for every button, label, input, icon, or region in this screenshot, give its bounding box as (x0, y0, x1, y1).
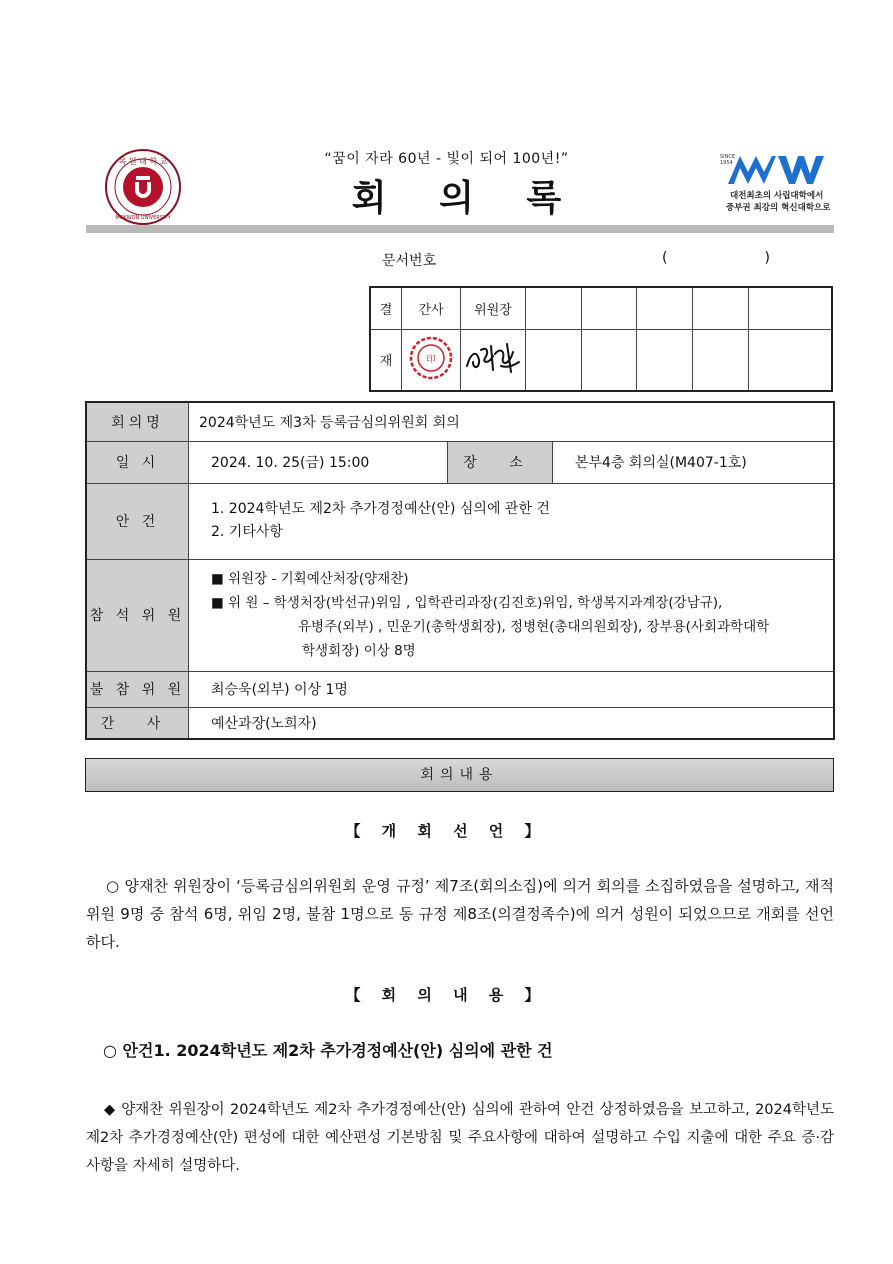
doc-number-close: ) (764, 250, 770, 266)
place-value: 본부4층 회의실(M407-1호) (553, 441, 835, 483)
section-bar-meeting-content: 회의내용 (85, 758, 834, 792)
opening-paragraph: ○ 양재찬 위원장이 ‘등록금심의위원회 운영 규정’ 제7조(회의소집)에 의거 회의를 소집하였음을 설명하고, 재적위원 9명 중 참석 6명, 위임 2명, 불참 1명으로 동 규정 제8조(의결정족수)에 의거 성원이 되었으므로 개회를 선언하다. (86, 877, 834, 951)
agenda-item: 2. 기타사항 (211, 524, 283, 540)
svg-text:1954: 1954 (720, 160, 733, 166)
attendees-list (189, 559, 835, 671)
meeting-info-table (85, 401, 835, 740)
meeting-name-value: 2024학년도 제3차 등록금심의위원회 회의 (189, 402, 835, 441)
agenda-label: 안 건 (86, 483, 189, 559)
opening-heading: 【 개 회 선 언 】 (345, 822, 548, 840)
date-value: 2024. 10. 25(금) 15:00 (189, 441, 448, 483)
approval-role-chair: 위원장 (461, 287, 526, 329)
approval-empty-cell (693, 329, 749, 391)
approval-empty-cell (748, 329, 832, 391)
approval-empty-cell (581, 287, 637, 329)
approval-empty-cell (526, 287, 582, 329)
agenda-list (189, 483, 835, 559)
absent-value: 최승욱(외부) 이상 1명 (189, 671, 835, 707)
attendee-chair: ■ 위원장 - 기획예산처장(양재찬) (211, 571, 409, 587)
approval-empty-cell (637, 287, 693, 329)
svg-text:목 원 대 학 교: 목 원 대 학 교 (118, 157, 168, 166)
doc-number-label: 문서번호 (382, 253, 437, 269)
mwu-logo-mark (718, 150, 836, 186)
page-title: 회 의 록 (351, 178, 582, 219)
date-label: 일 시 (86, 441, 189, 483)
agenda1-paragraph: ◆ 양재찬 위원장이 2024학년도 제2차 추가경정예산(안) 심의에 관하여 안건 상정하였음을 보고하고, 2024학년도 제2차 추가경정예산(안) 편성에 대한 예산편성 기본방침 및 주요사항에 대하여 설명하고 수입 지출에 대한 주요 증·감 사항을 자세히 설명하다. (86, 1102, 834, 1174)
approval-side-2: 재 (370, 329, 402, 391)
secretary-value: 예산과장(노희자) (189, 707, 835, 739)
attendee-members-line: 학생회장) 이상 8명 (302, 643, 416, 659)
approval-side-1: 결 (370, 287, 402, 329)
approval-empty-cell (581, 329, 637, 391)
mwu-tagline-2: 중부권 최강의 혁신대학으로 (726, 203, 831, 213)
approval-stamp-cell (402, 329, 461, 391)
approval-empty-cell (637, 329, 693, 391)
doc-number-field (662, 250, 770, 266)
attendee-members-line: 유병주(외부) , 민운기(총학생회장), 정병현(총대의원회장), 장부용(사회과학대학 (298, 619, 770, 635)
place-label: 장 소 (448, 441, 553, 483)
content-heading: 【 회 의 내 용 】 (345, 986, 548, 1004)
secretary-label: 간 사 (86, 707, 189, 739)
approval-empty-cell (526, 329, 582, 391)
handwritten-signature (461, 336, 525, 380)
red-seal-stamp (407, 334, 455, 382)
meeting-name-label: 회의명 (86, 402, 189, 441)
svg-text:MOKWON UNIVERSITY: MOKWON UNIVERSITY (115, 215, 171, 221)
approval-box (369, 286, 833, 392)
attendees-label: 참 석 위 원 (86, 559, 189, 671)
approval-empty-cell (748, 287, 832, 329)
svg-text:SINCE: SINCE (720, 154, 736, 160)
mwu-tagline-1: 대전최초의 사립대학에서 (730, 191, 824, 201)
attendee-members-line: ■ 위 원 – 학생처장(박선규)위임 , 입학관리과장(김진호)위임, 학생복지과계장(강남규), (211, 595, 723, 611)
slogan: “꿈이 자라 60년 - 빛이 되어 100년!” (324, 151, 569, 167)
doc-number-open: ( (662, 250, 668, 266)
svg-text:印: 印 (426, 354, 436, 365)
approval-signature-cell (461, 329, 526, 391)
mwu-logo (718, 150, 836, 216)
approval-empty-cell (693, 287, 749, 329)
agenda1-title: ○ 안건1. 2024학년도 제2차 추가경정예산(안) 심의에 관한 건 (103, 1041, 553, 1060)
absent-label: 불 참 위 원 (86, 671, 189, 707)
header-divider (86, 225, 834, 233)
approval-role-secretary: 간사 (402, 287, 461, 329)
agenda-item: 1. 2024학년도 제2차 추가경정예산(안) 심의에 관한 건 (211, 501, 550, 517)
